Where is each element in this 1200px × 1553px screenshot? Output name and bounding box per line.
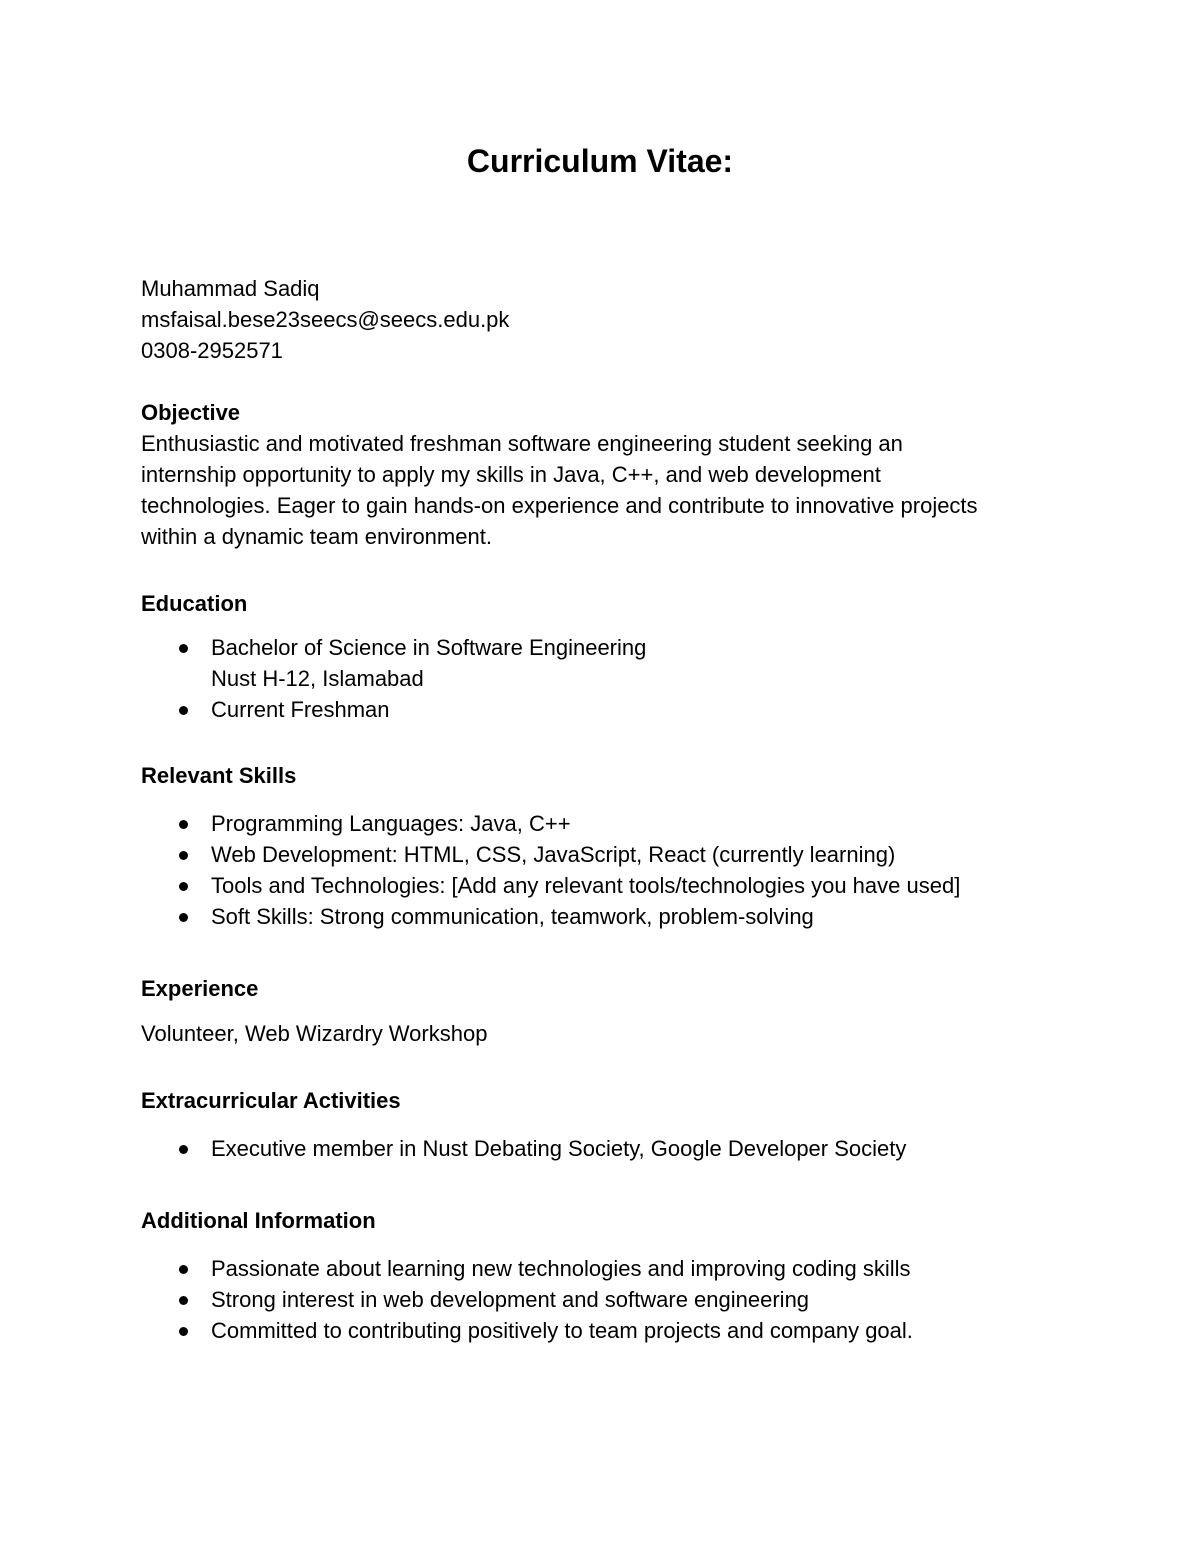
list-item: [141, 694, 1051, 725]
bullet-icon: [179, 644, 188, 653]
additional-heading: Additional Information: [141, 1208, 376, 1233]
document-title: Curriculum Vitae:: [466, 143, 734, 179]
experience-heading: Experience: [141, 976, 259, 1001]
skill-item: Programming Languages: Java, C++: [211, 811, 571, 836]
skills-heading: Relevant Skills: [141, 763, 297, 788]
experience-body: [141, 1018, 1051, 1049]
skill-item: Tools and Technologies: [Add any relevant tools/technologies you have used]: [211, 873, 961, 898]
contact-name: Muhammad Sadiq: [141, 276, 320, 301]
contact-phone: 0308-2952571: [141, 338, 283, 363]
experience-section: [141, 973, 1051, 1004]
objective-heading: Objective: [141, 400, 241, 425]
objective-section: [141, 397, 1051, 552]
objective-line: Enthusiastic and motivated freshman software engineering student seeking an: [141, 431, 903, 456]
extracurricular-heading: Extracurricular Activities: [141, 1088, 401, 1113]
bullet-icon: [179, 913, 188, 922]
education-institution: Nust H-12, Islamabad: [211, 666, 424, 691]
contact-block: [141, 273, 1051, 366]
education-section: [141, 588, 1051, 619]
list-item: [141, 632, 1051, 694]
list-item: [141, 1133, 1051, 1164]
bullet-icon: [179, 1296, 188, 1305]
education-list: [141, 632, 1051, 725]
list-item: [141, 1253, 1051, 1284]
list-item: [141, 839, 1051, 870]
experience-text: Volunteer, Web Wizardry Workshop: [141, 1021, 488, 1046]
list-item: [141, 808, 1051, 839]
objective-line: within a dynamic team environment.: [141, 524, 492, 549]
additional-item: Passionate about learning new technologies and improving coding skills: [211, 1256, 911, 1281]
contact-email: msfaisal.bese23seecs@seecs.edu.pk: [141, 307, 510, 332]
additional-item: Committed to contributing positively to team projects and company goal.: [211, 1318, 913, 1343]
additional-item: Strong interest in web development and software engineering: [211, 1287, 810, 1312]
bullet-icon: [179, 1265, 188, 1274]
bullet-icon: [179, 820, 188, 829]
additional-list: [141, 1253, 1051, 1346]
objective-line: internship opportunity to apply my skills in Java, C++, and web development: [141, 462, 881, 487]
skill-item: Soft Skills: Strong communication, teamwork, problem-solving: [211, 904, 814, 929]
skills-list: [141, 808, 1051, 932]
skill-item: Web Development: HTML, CSS, JavaScript, React (currently learning): [211, 842, 896, 867]
list-item: [141, 1284, 1051, 1315]
list-item: [141, 1315, 1051, 1346]
bullet-icon: [179, 1327, 188, 1336]
bullet-icon: [179, 1145, 188, 1154]
additional-list-block: [141, 1253, 1051, 1346]
list-item: [141, 901, 1051, 932]
bullet-icon: [179, 882, 188, 891]
skills-section: [141, 760, 1051, 791]
additional-section: [141, 1205, 1051, 1236]
extracurricular-section: [141, 1085, 1051, 1116]
skills-list-block: [141, 808, 1051, 932]
bullet-icon: [179, 851, 188, 860]
education-list-block: [141, 632, 1051, 725]
list-item: [141, 870, 1051, 901]
education-heading: Education: [141, 591, 248, 616]
extracurricular-list: [141, 1133, 1051, 1164]
education-degree: Bachelor of Science in Software Engineering: [211, 635, 647, 660]
bullet-icon: [179, 706, 188, 715]
extracurricular-item: Executive member in Nust Debating Society, Google Developer Society: [211, 1136, 907, 1161]
extracurricular-list-block: [141, 1133, 1051, 1164]
education-status: Current Freshman: [211, 697, 390, 722]
objective-line: technologies. Eager to gain hands-on experience and contribute to innovative projects: [141, 493, 978, 518]
